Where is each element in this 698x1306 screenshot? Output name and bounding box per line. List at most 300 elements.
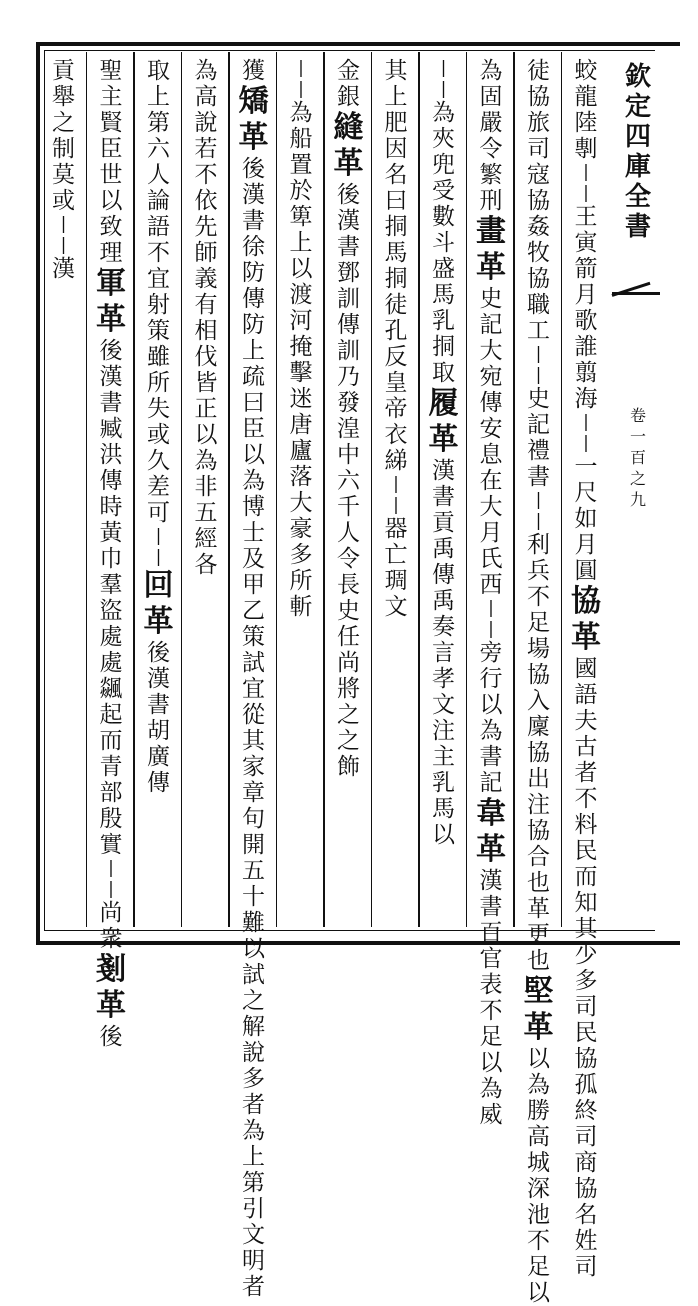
text-char: 更 — [527, 922, 550, 948]
text-char: 海 — [574, 386, 598, 412]
text-char: 史 — [527, 386, 550, 412]
text-char: 青 — [99, 754, 123, 780]
text-char: 於 — [289, 178, 313, 204]
text-char: 書 — [99, 390, 123, 416]
text-char: | — [535, 344, 542, 364]
text-char: 若 — [194, 136, 218, 162]
headword-char: 畫 — [476, 214, 506, 249]
text-char: 多 — [574, 968, 598, 994]
text-char: 明 — [242, 1248, 265, 1274]
headword-char: 革 — [523, 1010, 554, 1045]
text-char: 鄧 — [337, 260, 360, 286]
text-char: 高 — [527, 1124, 550, 1150]
text-char: 馬 — [432, 282, 455, 308]
text-column — [471, 58, 511, 1128]
text-char: 皆 — [194, 370, 218, 396]
text-char: 禹 — [432, 536, 455, 562]
text-char: 以 — [527, 1280, 550, 1306]
text-char: 斬 — [289, 594, 313, 620]
text-char: 出 — [527, 766, 550, 792]
text-char: 數 — [432, 204, 455, 230]
column-rule — [228, 52, 230, 927]
text-char: 殷 — [99, 806, 123, 832]
text-char: 說 — [242, 1040, 265, 1066]
text-char: 肥 — [384, 110, 408, 136]
text-char: 記 — [479, 770, 503, 796]
text-char: 其 — [574, 916, 598, 942]
headword-char: 回 — [143, 568, 174, 603]
text-char: 臣 — [242, 416, 265, 442]
text-char: 取 — [147, 58, 170, 84]
column-rule — [323, 52, 325, 927]
headword-char: 革 — [143, 604, 174, 639]
text-char: 主 — [99, 84, 123, 110]
text-char: 挏 — [384, 266, 408, 292]
text-char: 終 — [574, 1098, 598, 1124]
text-char: 也 — [527, 948, 550, 974]
text-char: 羣 — [99, 572, 123, 598]
text-char: 雖 — [147, 344, 170, 370]
text-char: 擊 — [289, 360, 313, 386]
text-char: 嚴 — [479, 110, 503, 136]
margin-char: 庫 — [624, 152, 651, 182]
text-char: | — [583, 433, 589, 453]
text-char: 不 — [479, 998, 503, 1024]
text-char: 湟 — [337, 416, 360, 442]
text-column — [519, 58, 559, 1306]
text-char: 銀 — [337, 84, 360, 110]
text-char: 上 — [384, 84, 408, 110]
text-char: 非 — [194, 474, 218, 500]
text-char: 氏 — [479, 546, 503, 572]
text-char: 賢 — [99, 110, 123, 136]
text-char: 協 — [527, 84, 550, 110]
text-char: 曰 — [384, 188, 408, 214]
text-char: 書 — [432, 484, 455, 510]
text-char: 經 — [194, 526, 218, 552]
text-char: 義 — [194, 266, 218, 292]
text-char: | — [108, 879, 114, 899]
text-char: 司 — [574, 994, 598, 1020]
text-char: 旅 — [527, 110, 550, 136]
headword-char: 革 — [333, 146, 364, 181]
text-char: | — [440, 58, 447, 78]
text-char: 論 — [147, 188, 170, 214]
text-char: 姦 — [527, 214, 550, 240]
text-char: 深 — [527, 1176, 550, 1202]
text-char: 威 — [479, 1102, 503, 1128]
text-char: 皇 — [384, 370, 408, 396]
text-char: 傳 — [242, 286, 265, 312]
column-rule — [561, 52, 563, 927]
headword-char: 革 — [96, 302, 126, 337]
text-char: 處 — [99, 650, 123, 676]
text-char: 不 — [527, 1228, 550, 1254]
text-char: 後 — [99, 1024, 123, 1050]
text-char: 足 — [479, 1024, 503, 1050]
text-char: 綈 — [384, 448, 408, 474]
text-char: 古 — [574, 734, 598, 760]
text-char: 少 — [574, 942, 598, 968]
text-char: 琱 — [384, 568, 408, 594]
column-rule — [371, 52, 373, 927]
text-char: 箄 — [289, 204, 313, 230]
text-char: 旁 — [479, 640, 503, 666]
text-char: 入 — [527, 688, 550, 714]
text-char: 馬 — [432, 796, 455, 822]
text-column — [376, 58, 416, 923]
text-char: 漢 — [52, 256, 75, 282]
headword-char: 韋 — [476, 796, 506, 831]
text-char: 試 — [242, 650, 265, 676]
text-char: 為 — [432, 100, 455, 126]
text-char: | — [583, 162, 589, 182]
text-char: 合 — [527, 844, 550, 870]
text-char: 為 — [289, 100, 313, 126]
text-column — [186, 58, 226, 923]
margin-char: 之 — [629, 469, 646, 488]
text-char: 甲 — [242, 572, 265, 598]
text-char: 句 — [242, 806, 265, 832]
text-char: 為 — [194, 448, 218, 474]
text-char: 漢 — [479, 868, 503, 894]
text-char: 傳 — [147, 770, 170, 796]
text-char: 說 — [194, 110, 218, 136]
text-char: 廬 — [289, 438, 313, 464]
text-char: 在 — [479, 468, 503, 494]
text-char: 策 — [242, 624, 265, 650]
text-char: 唐 — [289, 412, 313, 438]
text-char: | — [583, 412, 589, 432]
text-char: 池 — [527, 1202, 550, 1228]
text-char: 尚 — [337, 650, 360, 676]
text-char: 有 — [194, 292, 218, 318]
text-char: 制 — [52, 136, 75, 162]
text-char: 久 — [147, 448, 170, 474]
text-char: 龍 — [574, 84, 598, 110]
text-char: 王 — [574, 204, 598, 230]
text-char: 處 — [99, 624, 123, 650]
column-rule — [513, 52, 515, 927]
text-char: | — [393, 495, 399, 515]
margin-char: 卷 — [629, 406, 646, 425]
text-char: 國 — [574, 656, 598, 682]
text-char: 黃 — [99, 520, 123, 546]
text-char: 洪 — [99, 442, 123, 468]
text-char: 名 — [574, 1202, 598, 1228]
margin-juan-label — [620, 405, 656, 510]
text-column — [424, 58, 464, 923]
text-char: 依 — [194, 188, 218, 214]
text-char: 以 — [527, 1046, 550, 1072]
text-char: 乳 — [432, 770, 455, 796]
text-char: 商 — [574, 1150, 598, 1176]
text-char: 記 — [527, 412, 550, 438]
text-char: 飾 — [337, 754, 360, 780]
text-char: 將 — [337, 676, 360, 702]
text-char: 上 — [147, 84, 170, 110]
text-char: 之 — [337, 728, 360, 754]
text-char: 漢 — [242, 182, 265, 208]
text-char: 士 — [242, 520, 265, 546]
column-rule — [276, 52, 278, 927]
text-char: 聖 — [99, 58, 123, 84]
text-char: 取 — [432, 360, 455, 386]
text-char: 足 — [527, 1254, 550, 1280]
text-char: 訓 — [337, 286, 360, 312]
text-char: 主 — [432, 744, 455, 770]
text-char: 而 — [99, 728, 123, 754]
text-char: 後 — [147, 640, 170, 666]
text-char: 漢 — [99, 364, 123, 390]
text-char: 夫 — [574, 708, 598, 734]
text-char: 策 — [147, 318, 170, 344]
text-char: | — [155, 547, 162, 567]
text-column — [234, 58, 274, 1300]
text-char: 為 — [479, 1076, 503, 1102]
text-char: 防 — [242, 260, 265, 286]
text-char: 解 — [242, 1014, 265, 1040]
text-char: 盛 — [432, 256, 455, 282]
text-char: 伐 — [194, 344, 218, 370]
text-char: 大 — [479, 494, 503, 520]
text-char: 難 — [242, 910, 265, 936]
text-char: 場 — [527, 636, 550, 662]
text-char: 漢 — [432, 458, 455, 484]
text-char: 盜 — [99, 598, 123, 624]
text-char: 者 — [242, 1092, 265, 1118]
text-char: 第 — [242, 1170, 265, 1196]
text-char: 尚 — [99, 900, 123, 926]
text-char: 不 — [574, 786, 598, 812]
text-char: 寇 — [527, 162, 550, 188]
text-char: 箭 — [574, 256, 598, 282]
text-char: | — [298, 79, 304, 99]
text-char: 莫 — [52, 162, 75, 188]
text-char: 帝 — [384, 396, 408, 422]
text-char: 所 — [147, 370, 170, 396]
text-char: 為 — [242, 468, 265, 494]
text-char: 試 — [242, 962, 265, 988]
text-column — [91, 58, 131, 1050]
column-rule — [466, 52, 468, 927]
text-char: 行 — [479, 666, 503, 692]
text-char: 防 — [242, 312, 265, 338]
text-char: 為 — [479, 58, 503, 84]
text-char: 理 — [99, 240, 123, 266]
headword-char: 革 — [428, 422, 459, 457]
text-char: 漢 — [337, 208, 360, 234]
text-char: 書 — [147, 692, 170, 718]
text-char: 語 — [147, 214, 170, 240]
text-char: 為 — [194, 58, 218, 84]
text-char: 乃 — [337, 364, 360, 390]
margin-char: 百 — [629, 448, 646, 467]
text-char: 或 — [52, 188, 75, 214]
text-char: 後 — [242, 156, 265, 182]
text-char: 任 — [337, 624, 360, 650]
text-char: 傳 — [99, 468, 123, 494]
text-char: 名 — [384, 162, 408, 188]
text-char: 以 — [99, 188, 123, 214]
text-char: 協 — [527, 266, 550, 292]
text-char: 以 — [242, 442, 265, 468]
text-char: 者 — [574, 760, 598, 786]
text-char: 可 — [147, 500, 170, 526]
text-char: 革 — [527, 896, 550, 922]
text-char: 大 — [289, 490, 313, 516]
text-char: 為 — [242, 1118, 265, 1144]
headword-char: 革 — [571, 620, 601, 655]
text-char: 河 — [289, 308, 313, 334]
text-char: 歌 — [574, 308, 598, 334]
text-char: 書 — [337, 234, 360, 260]
text-char: 部 — [99, 780, 123, 806]
text-char: | — [488, 619, 494, 639]
text-char: 剸 — [574, 136, 598, 162]
text-char: 注 — [527, 792, 550, 818]
text-char: 以 — [194, 422, 218, 448]
text-char: | — [535, 365, 542, 385]
text-char: 協 — [527, 818, 550, 844]
text-char: 文 — [432, 692, 455, 718]
text-char: 人 — [337, 520, 360, 546]
text-char: 不 — [527, 584, 550, 610]
text-char: 不 — [194, 162, 218, 188]
text-char: 以 — [432, 822, 455, 848]
text-char: 繁 — [479, 162, 503, 188]
text-char: 以 — [479, 1050, 503, 1076]
text-char: 徐 — [242, 234, 265, 260]
text-char: 正 — [194, 396, 218, 422]
text-char: 上 — [289, 230, 313, 256]
text-char: | — [108, 858, 114, 878]
text-char: 以 — [242, 936, 265, 962]
headword-char: 矯 — [238, 84, 269, 119]
text-char: 五 — [242, 858, 265, 884]
text-char: 如 — [574, 506, 598, 532]
text-char: 姓 — [574, 1228, 598, 1254]
text-char: 及 — [242, 546, 265, 572]
text-char: 孤 — [574, 1072, 598, 1098]
text-char: 為 — [527, 1072, 550, 1098]
text-char: 渡 — [289, 282, 313, 308]
text-char: 利 — [527, 532, 550, 558]
text-char: 中 — [337, 442, 360, 468]
text-char: 乙 — [242, 598, 265, 624]
text-char: 開 — [242, 832, 265, 858]
text-char: 也 — [527, 870, 550, 896]
text-char: 家 — [242, 754, 265, 780]
text-char: 漢 — [147, 666, 170, 692]
text-char: | — [535, 511, 542, 531]
text-column — [281, 58, 321, 923]
text-char: 注 — [432, 718, 455, 744]
text-char: 博 — [242, 494, 265, 520]
text-char: 獲 — [242, 58, 265, 84]
text-char: 寅 — [574, 230, 598, 256]
text-char: 足 — [527, 610, 550, 636]
text-char: 記 — [479, 312, 503, 338]
column-rule — [133, 52, 135, 927]
text-char: 器 — [384, 516, 408, 542]
text-column — [566, 58, 606, 1280]
text-char: 宛 — [479, 364, 503, 390]
text-char: | — [393, 474, 399, 494]
margin-char: 九 — [629, 490, 646, 509]
text-char: 馬 — [384, 240, 408, 266]
text-char: 先 — [194, 214, 218, 240]
text-char: 傳 — [337, 312, 360, 338]
text-char: 世 — [99, 162, 123, 188]
text-char: 時 — [99, 494, 123, 520]
text-char: 發 — [337, 390, 360, 416]
text-char: 兵 — [527, 558, 550, 584]
margin-char: 欽 — [624, 62, 651, 92]
text-char: 高 — [194, 84, 218, 110]
text-char: | — [298, 58, 304, 78]
text-char: 宜 — [242, 676, 265, 702]
text-char: 令 — [479, 136, 503, 162]
text-char: 史 — [479, 286, 503, 312]
text-column — [329, 58, 369, 923]
text-char: | — [535, 490, 542, 510]
text-char: 多 — [242, 1066, 265, 1092]
text-char: 之 — [52, 110, 75, 136]
headword-char: 革 — [476, 832, 506, 867]
text-char: 臧 — [99, 416, 123, 442]
text-char: | — [60, 214, 67, 234]
text-char: 師 — [194, 240, 218, 266]
text-char: 傳 — [479, 390, 503, 416]
column-rule — [181, 52, 183, 927]
text-char: 致 — [99, 214, 123, 240]
text-char: 章 — [242, 780, 265, 806]
text-char: 夾 — [432, 126, 455, 152]
text-char: 差 — [147, 474, 170, 500]
text-char: 城 — [527, 1150, 550, 1176]
text-char: 翦 — [574, 360, 598, 386]
text-char: 受 — [432, 178, 455, 204]
text-char: 表 — [479, 972, 503, 998]
text-char: 上 — [242, 1144, 265, 1170]
text-char: 迷 — [289, 386, 313, 412]
text-char: 協 — [574, 1046, 598, 1072]
column-rule — [86, 52, 88, 927]
headword-char: 縫 — [333, 110, 364, 145]
text-char: 落 — [289, 464, 313, 490]
text-char: 宜 — [147, 266, 170, 292]
text-char: 料 — [574, 812, 598, 838]
text-char: 從 — [242, 702, 265, 728]
text-char: 百 — [479, 920, 503, 946]
headword-char: 軍 — [96, 266, 126, 301]
text-char: 各 — [194, 552, 218, 578]
text-char: | — [583, 183, 589, 203]
text-char: 第 — [147, 110, 170, 136]
text-char: 傳 — [432, 562, 455, 588]
text-char: 孔 — [384, 318, 408, 344]
text-char: 官 — [479, 946, 503, 972]
text-char: 或 — [147, 422, 170, 448]
text-char: | — [440, 79, 447, 99]
text-char: 一 — [574, 454, 598, 480]
text-char: 後 — [99, 338, 123, 364]
text-char: 以 — [479, 692, 503, 718]
text-char: 蛟 — [574, 58, 598, 84]
text-char: 固 — [479, 84, 503, 110]
text-char: 實 — [99, 832, 123, 858]
